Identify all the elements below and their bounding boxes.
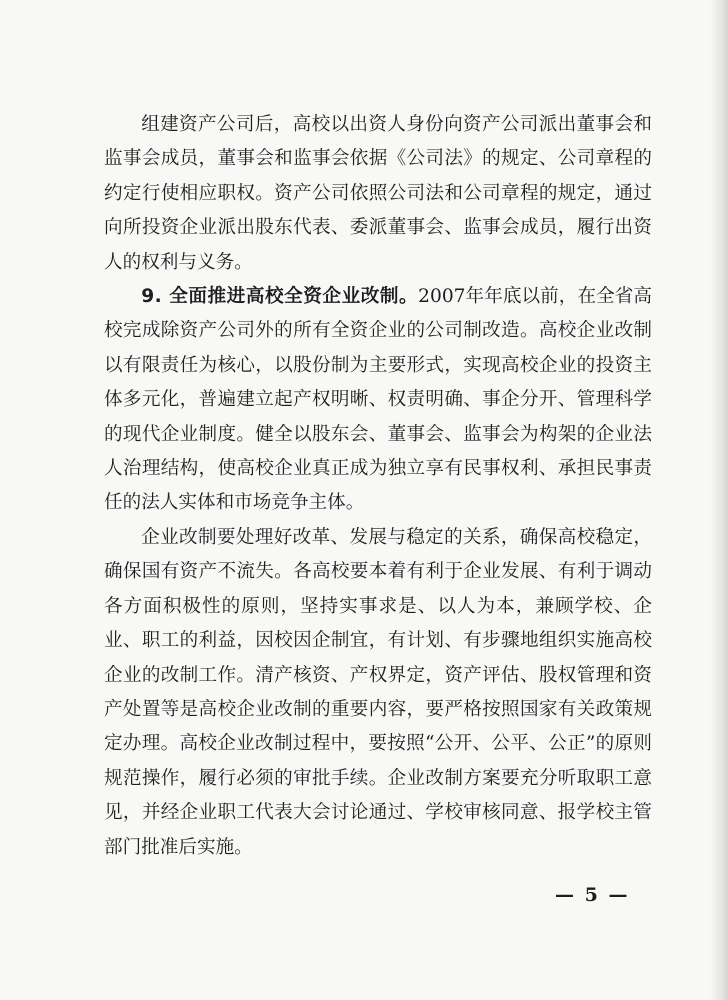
paragraph-enterprise-reform: [104, 280, 652, 521]
page-edge-shadow: [710, 0, 728, 1000]
page-number: — 5 —: [555, 884, 630, 906]
paragraph-asset-company: 组建资产公司后，高校以出资人身份向资产公司派出董事会和监事会成员，董事会和监事会依据《公司法》的规定、公司章程的约定行使相应职权。资产公司依照公司法和公司章程的规定，通过向所投资企业派出股东代表、委派董事会、监事会成员，履行出资人的权利与义务。: [104, 114, 652, 273]
paragraph-reform-principles: 企业改制要处理好改革、发展与稳定的关系，确保高校稳定，确保国有资产不流失。各高校要本着有利于企业发展、有利于调动各方面积极性的原则，坚持实事求是、以人为本，兼顾学校、企业、职工的利益，因校因企制宜，有计划、有步骤地组织实施高校企业的改制工作。清产核资、产权界定，资产评估、股权管理和资产处置等是高校企业改制的重要内容，要严格按照国家有关政策规定办理。高校企业改制过程中，要按照“公开、公平、公正”的原则规范操作，履行必须的审批手续。企业改制方案要充分听取职工意见，并经企业职工代表大会讨论通过、学校审核同意、报学校主管部门批准后实施。: [104, 526, 652, 858]
section-heading: 9. 全面推进高校全资企业改制。: [141, 286, 419, 308]
body-text: [104, 108, 652, 865]
section-body: 2007年年底以前，在全省高校完成除资产公司外的所有全资企业的公司制改造。高校企业改制以有限责任为核心，以股份制为主要形式，实现高校企业的投资主体多元化，普遍建立起产权明晰、权责明确、事企分开、管理科学的现代企业制度。健全以股东会、董事会、监事会为构架的企业法人治理结构，使高校企业真正成为独立享有民事权利、承担民事责任的法人实体和市场竞争主体。: [104, 286, 652, 514]
